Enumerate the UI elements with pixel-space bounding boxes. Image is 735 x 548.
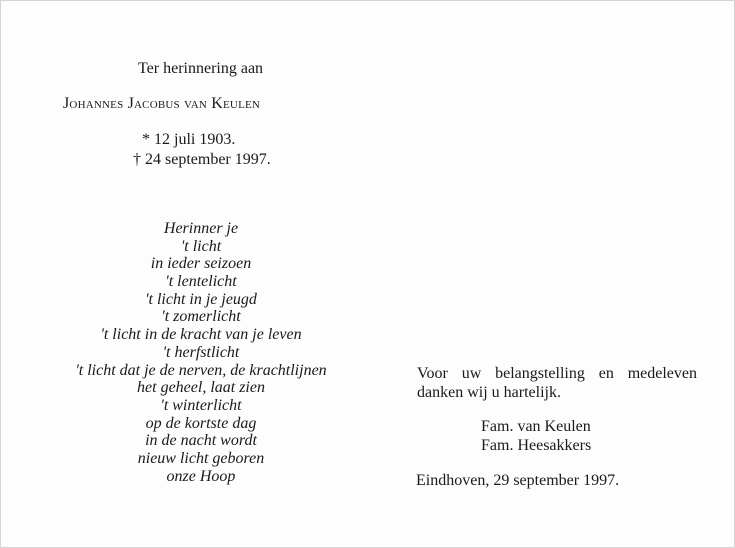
poem-line: onze Hoop	[166, 467, 236, 485]
poem-line: 't lentelicht	[165, 273, 237, 291]
poem-line: in ieder seizoen	[150, 255, 252, 273]
place-date: Eindhoven, 29 september 1997.	[416, 472, 620, 489]
poem-line: 't zomerlicht	[161, 308, 241, 326]
deceased-name: Johannes Jacobus van Keulen	[63, 95, 261, 112]
thank-you-line-2: danken wij u hartelijk.	[417, 384, 561, 401]
poem-line: op de kortste dag	[145, 414, 257, 432]
poem-line: 't licht in je jeugd	[145, 290, 257, 308]
family-signature-2: Fam. Heesakkers	[481, 437, 592, 454]
death-date: † 24 september 1997.	[133, 151, 271, 168]
intro-text: Ter herinnering aan	[138, 60, 264, 77]
birth-date: * 12 juli 1903.	[142, 131, 236, 148]
thank-you-line-1: Voor uw belangstelling en medeleven	[417, 365, 697, 382]
family-signature-1: Fam. van Keulen	[481, 418, 591, 435]
poem-line: 't herfstlicht	[162, 343, 240, 361]
poem-line: 't licht dat je de nerven, de krachtlijnen	[75, 361, 327, 379]
poem-line: het geheel, laat zien	[137, 379, 265, 397]
poem-line: 't winterlicht	[160, 396, 242, 414]
poem-line: 't licht	[180, 237, 222, 255]
poem-line: Herinner je	[163, 220, 239, 237]
poem	[61, 220, 341, 485]
poem-line: in de nacht wordt	[145, 432, 257, 450]
poem-line: 't licht in de kracht van je leven	[100, 326, 302, 344]
thank-you-text	[417, 364, 697, 402]
poem-line: nieuw licht geboren	[137, 449, 265, 467]
